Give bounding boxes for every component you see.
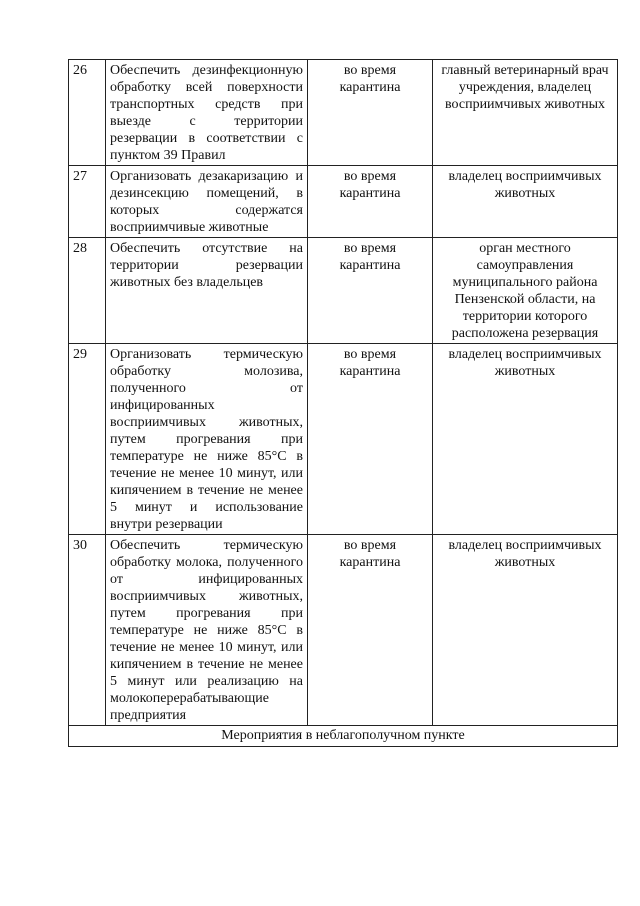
table-row xyxy=(69,166,618,238)
action-text: Обеспечить термическую обработку молока, полученного от инфицированных восприимчивых животных, путем прогревания при температуре не ниже 85°С в течение не менее 10 минут, или кипячением в течение не менее 5 минут или реализацию на молокоперерабатывающие предприятия xyxy=(106,535,308,726)
section-heading: Мероприятия в неблагополучном пункте xyxy=(69,726,618,747)
row-number: 29 xyxy=(69,344,106,535)
action-text: Организовать дезакаризацию и дезинсекцию помещений, в которых содержатся восприимчивые животные xyxy=(106,166,308,238)
responsible-text: владелец восприимчивых животных xyxy=(433,344,618,535)
responsible-text: владелец восприимчивых животных xyxy=(433,535,618,726)
row-number: 28 xyxy=(69,238,106,344)
section-row xyxy=(69,726,618,747)
period-text: во время карантина xyxy=(308,535,433,726)
row-number: 27 xyxy=(69,166,106,238)
period-text: во время карантина xyxy=(308,238,433,344)
row-number: 26 xyxy=(69,60,106,166)
measures-table xyxy=(68,59,618,747)
action-text: Обеспечить дезинфекционную обработку всей поверхности транспортных средств при выезде с территории резервации в соответствии с пунктом 39 Правил xyxy=(106,60,308,166)
table-row xyxy=(69,60,618,166)
period-text: во время карантина xyxy=(308,60,433,166)
period-text: во время карантина xyxy=(308,344,433,535)
action-text: Обеспечить отсутствие на территории резервации животных без владельцев xyxy=(106,238,308,344)
action-text: Организовать термическую обработку молозива, полученного от инфицированных восприимчивых животных, путем прогревания при температуре не ниже 85°С в течение не менее 10 минут, или кипячением в течение не менее 5 минут и использование внутри резервации xyxy=(106,344,308,535)
responsible-text: главный ветеринарный врач учреждения, владелец восприимчивых животных xyxy=(433,60,618,166)
table-row xyxy=(69,535,618,726)
table-row xyxy=(69,238,618,344)
responsible-text: орган местного самоуправления муниципального района Пензенской области, на территории которого расположена резервация xyxy=(433,238,618,344)
responsible-text: владелец восприимчивых животных xyxy=(433,166,618,238)
period-text: во время карантина xyxy=(308,166,433,238)
table-row xyxy=(69,344,618,535)
row-number: 30 xyxy=(69,535,106,726)
